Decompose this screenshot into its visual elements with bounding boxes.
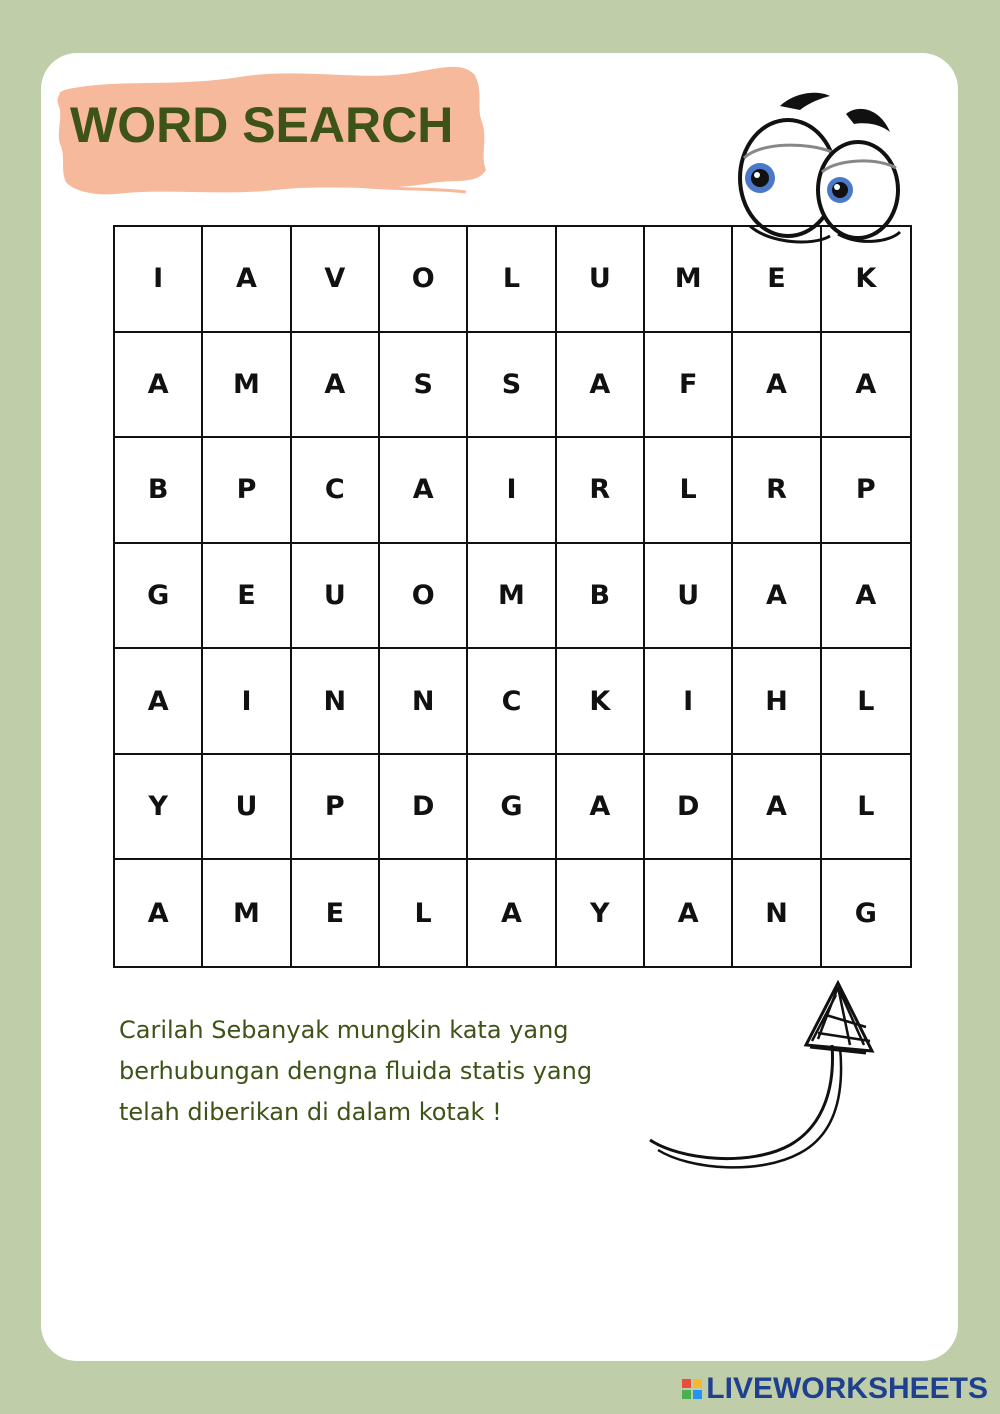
grid-cell[interactable]: N <box>292 649 380 755</box>
grid-cell[interactable]: H <box>733 649 821 755</box>
grid-cell[interactable]: K <box>557 649 645 755</box>
cartoon-eyes-icon <box>730 86 910 246</box>
grid-cell[interactable]: P <box>822 438 910 544</box>
grid-cell[interactable]: L <box>380 860 468 966</box>
instruction-line: Carilah Sebanyak mungkin kata yang <box>119 1016 569 1044</box>
grid-cell[interactable]: L <box>468 227 556 333</box>
grid-cell[interactable]: G <box>115 544 203 650</box>
instruction-line: telah diberikan di dalam kotak ! <box>119 1098 502 1126</box>
grid-cell[interactable]: A <box>645 860 733 966</box>
grid-cell[interactable]: A <box>822 333 910 439</box>
grid-cell[interactable]: U <box>203 755 291 861</box>
grid-cell[interactable]: B <box>115 438 203 544</box>
grid-cell[interactable]: U <box>292 544 380 650</box>
grid-cell[interactable]: A <box>115 333 203 439</box>
hand-drawn-arrow-icon <box>640 975 890 1175</box>
grid-cell[interactable]: O <box>380 227 468 333</box>
grid-cell[interactable]: S <box>468 333 556 439</box>
grid-cell[interactable]: C <box>468 649 556 755</box>
grid-cell[interactable]: K <box>822 227 910 333</box>
grid-cell[interactable]: A <box>733 544 821 650</box>
grid-cell[interactable]: D <box>380 755 468 861</box>
grid-cell[interactable]: I <box>203 649 291 755</box>
grid-cell[interactable]: D <box>645 755 733 861</box>
grid-cell[interactable]: A <box>292 333 380 439</box>
title-banner <box>56 60 490 206</box>
grid-cell[interactable]: A <box>733 333 821 439</box>
grid-cell[interactable]: A <box>115 860 203 966</box>
grid-cell[interactable]: U <box>645 544 733 650</box>
grid-cell[interactable]: G <box>468 755 556 861</box>
grid-cell[interactable]: R <box>733 438 821 544</box>
grid-cell[interactable]: E <box>733 227 821 333</box>
grid-cell[interactable]: Y <box>557 860 645 966</box>
grid-cell[interactable]: C <box>292 438 380 544</box>
grid-cell[interactable]: P <box>203 438 291 544</box>
grid-cell[interactable]: I <box>645 649 733 755</box>
grid-cell[interactable]: U <box>557 227 645 333</box>
grid-cell[interactable]: A <box>115 649 203 755</box>
grid-cell[interactable]: M <box>203 860 291 966</box>
grid-cell[interactable]: R <box>557 438 645 544</box>
grid-cell[interactable]: P <box>292 755 380 861</box>
brand-name: LIVEWORKSHEETS <box>706 1372 988 1405</box>
grid-cell[interactable]: A <box>822 544 910 650</box>
grid-cell[interactable]: F <box>645 333 733 439</box>
grid-cell[interactable]: Y <box>115 755 203 861</box>
grid-cell[interactable]: I <box>115 227 203 333</box>
grid-cell[interactable]: A <box>557 755 645 861</box>
grid-cell[interactable]: A <box>380 438 468 544</box>
grid-cell[interactable]: A <box>557 333 645 439</box>
grid-cell[interactable]: N <box>733 860 821 966</box>
grid-cell[interactable]: A <box>468 860 556 966</box>
brand-footer <box>682 1372 988 1406</box>
grid-cell[interactable]: G <box>854 897 877 929</box>
instruction-line: berhubungan dengna fluida statis yang <box>119 1057 593 1085</box>
grid-cell[interactable]: E <box>203 544 291 650</box>
grid-cell[interactable]: S <box>380 333 468 439</box>
grid-cell[interactable]: N <box>380 649 468 755</box>
liveworksheets-logo-icon <box>682 1379 702 1399</box>
grid-cell[interactable]: V <box>292 227 380 333</box>
grid-cell[interactable]: B <box>557 544 645 650</box>
word-search-grid <box>113 225 912 968</box>
grid-cell[interactable]: L <box>822 755 910 861</box>
grid-cell[interactable]: L <box>645 438 733 544</box>
grid-cell[interactable]: O <box>380 544 468 650</box>
grid-cell[interactable]: I <box>468 438 556 544</box>
grid-cell[interactable]: M <box>203 333 291 439</box>
grid-cell[interactable]: E <box>292 860 380 966</box>
grid-cell[interactable]: M <box>468 544 556 650</box>
grid-cell[interactable]: A <box>733 755 821 861</box>
grid-cell[interactable]: A <box>203 227 291 333</box>
instructions <box>119 1010 719 1133</box>
grid-cell[interactable]: L <box>822 649 910 755</box>
grid-cell[interactable]: M <box>645 227 733 333</box>
page-title: WORD SEARCH <box>70 97 454 153</box>
